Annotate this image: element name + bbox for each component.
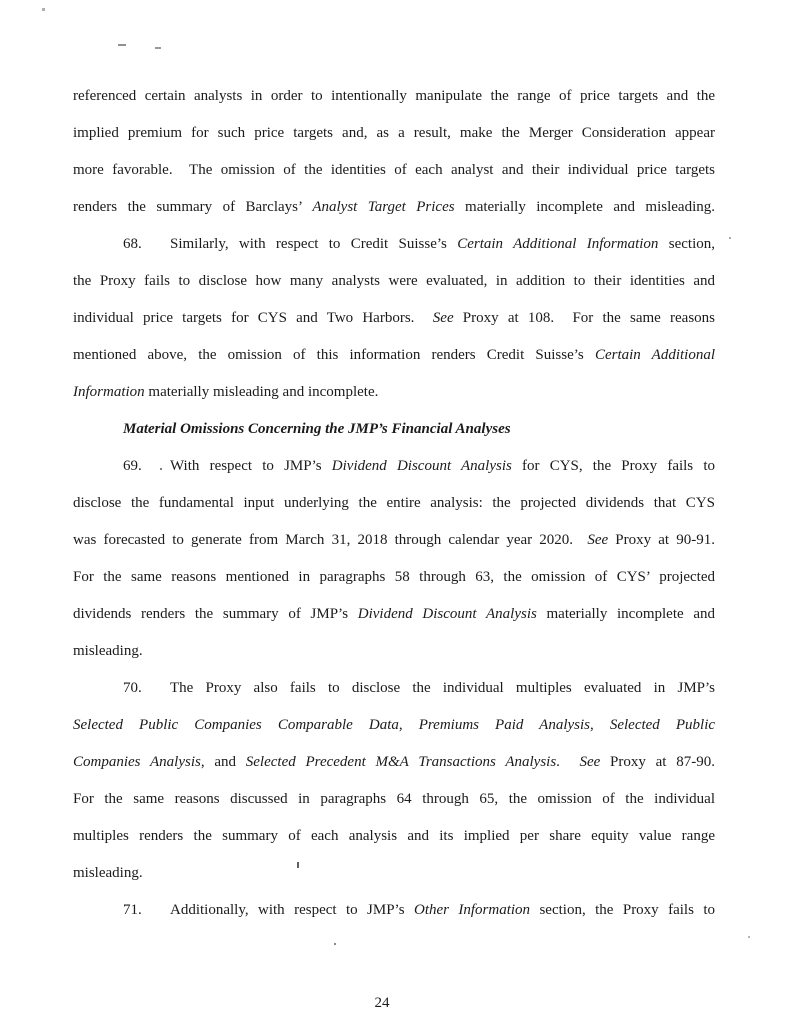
text-line — [73, 448, 715, 485]
text-run: , — [590, 717, 610, 733]
text-run: Selected Precedent M&A Transactions Analysis — [245, 754, 557, 770]
text-run: Selected Public Companies Comparable Data — [73, 717, 399, 733]
text-run: Dividend Discount Analysis — [357, 606, 537, 622]
text-line — [73, 337, 715, 374]
text-run: Analyst Target Prices — [312, 199, 455, 215]
scan-speckle — [118, 44, 126, 46]
text-run: materially incomplete and misleading. — [454, 199, 715, 215]
paragraph-number: 71. — [123, 902, 142, 918]
text-line — [73, 781, 715, 818]
paragraph-number: 70. — [123, 680, 142, 696]
text-run: was forecasted to generate from March 31, 2018 through calendar year 2020. — [73, 532, 588, 548]
text-line — [73, 596, 715, 633]
text-run: Proxy at 90-91. — [608, 532, 715, 548]
text-line — [73, 226, 715, 263]
text-line — [73, 78, 715, 115]
scan-speckle — [42, 8, 45, 11]
text-run: Material Omissions Concerning the JMP’s Financial Analyses — [123, 421, 511, 437]
para-70 — [73, 670, 715, 892]
text-run: Certain Additional Information — [457, 236, 659, 252]
text-run: Information — [73, 384, 145, 400]
text-run: individual price targets for CYS and Two Harbors. — [73, 310, 433, 326]
scan-speckle — [297, 862, 299, 868]
text-run: multiples renders the summary of each analysis and its implied per share equity value range — [73, 828, 715, 844]
text-line — [73, 744, 715, 781]
text-run: See — [579, 754, 601, 770]
text-run: Proxy at 87-90. — [600, 754, 715, 770]
text-run: for CYS, the Proxy fails to — [511, 458, 715, 474]
text-line — [73, 189, 715, 226]
page-number: 24 — [374, 995, 390, 1011]
text-run: misleading. — [73, 643, 143, 659]
text-run: Additionally, with respect to JMP’s — [170, 902, 414, 918]
text-line — [73, 892, 715, 929]
text-run: . — [556, 754, 580, 770]
scan-speckle — [729, 237, 731, 239]
text-run: Selected Public — [609, 717, 715, 733]
paragraph-number: 69. — [123, 458, 142, 474]
text-run: referenced certain analysts in order to intentionally manipulate the range of price targets and the — [73, 88, 715, 104]
text-line — [73, 559, 715, 596]
text-block — [73, 78, 715, 929]
text-run: misleading. — [73, 865, 143, 881]
text-run: , — [398, 717, 419, 733]
text-line — [73, 818, 715, 855]
text-run: dividends renders the summary of JMP’s — [73, 606, 358, 622]
text-line — [73, 152, 715, 189]
text-run: section, — [658, 236, 715, 252]
text-line — [73, 263, 715, 300]
text-run: mentioned above, the omission of this information renders Credit Suisse’s — [73, 347, 595, 363]
scan-speckle — [155, 47, 161, 49]
text-run: more favorable. The omission of the identities of each analyst and their individual price targets — [73, 162, 715, 178]
text-run: , and — [200, 754, 246, 770]
text-line — [73, 485, 715, 522]
text-line — [73, 522, 715, 559]
text-run: implied premium for such price targets and, as a result, make the Merger Consideration appear — [73, 125, 715, 141]
scan-speckle — [334, 943, 336, 945]
paragraph-number: 68. — [123, 236, 142, 252]
para-69 — [73, 448, 715, 670]
text-run: Premiums Paid Analysis — [418, 717, 591, 733]
para-67-continuation — [73, 78, 715, 226]
text-run: disclose the fundamental input underlying the entire analysis: the projected dividends that CYS — [73, 495, 715, 511]
text-run: Companies Analysis — [73, 754, 201, 770]
text-line — [73, 300, 715, 337]
text-line — [73, 670, 715, 707]
text-run: Dividend Discount Analysis — [331, 458, 512, 474]
text-run: Certain Additional — [594, 347, 715, 363]
heading-jmp-financial-analyses — [73, 411, 715, 448]
text-line — [73, 374, 715, 411]
para-71 — [73, 892, 715, 929]
scan-speckle — [160, 468, 162, 470]
text-run: renders the summary of Barclays’ — [73, 199, 313, 215]
text-run: section, the Proxy fails to — [530, 902, 715, 918]
text-line — [73, 633, 715, 670]
text-line — [73, 855, 715, 892]
text-run: Similarly, with respect to Credit Suisse’s — [170, 236, 458, 252]
text-run: With respect to JMP’s — [170, 458, 332, 474]
para-68 — [73, 226, 715, 411]
scan-speckle — [748, 936, 750, 938]
text-run: Proxy at 108. For the same reasons — [453, 310, 715, 326]
text-line — [73, 707, 715, 744]
text-run: materially misleading and incomplete. — [144, 384, 379, 400]
text-run: The Proxy also fails to disclose the individual multiples evaluated in JMP’s — [170, 680, 715, 696]
text-run: materially incomplete and — [536, 606, 715, 622]
text-run: See — [432, 310, 454, 326]
text-run: See — [587, 532, 609, 548]
text-line — [73, 411, 715, 448]
text-run: the Proxy fails to disclose how many analysts were evaluated, in addition to their identities and — [73, 273, 715, 289]
text-run: For the same reasons mentioned in paragraphs 58 through 63, the omission of CYS’ projected — [73, 569, 715, 585]
text-run: Other Information — [413, 902, 531, 918]
text-line — [73, 115, 715, 152]
text-run: For the same reasons discussed in paragraphs 64 through 65, the omission of the individual — [73, 791, 715, 807]
